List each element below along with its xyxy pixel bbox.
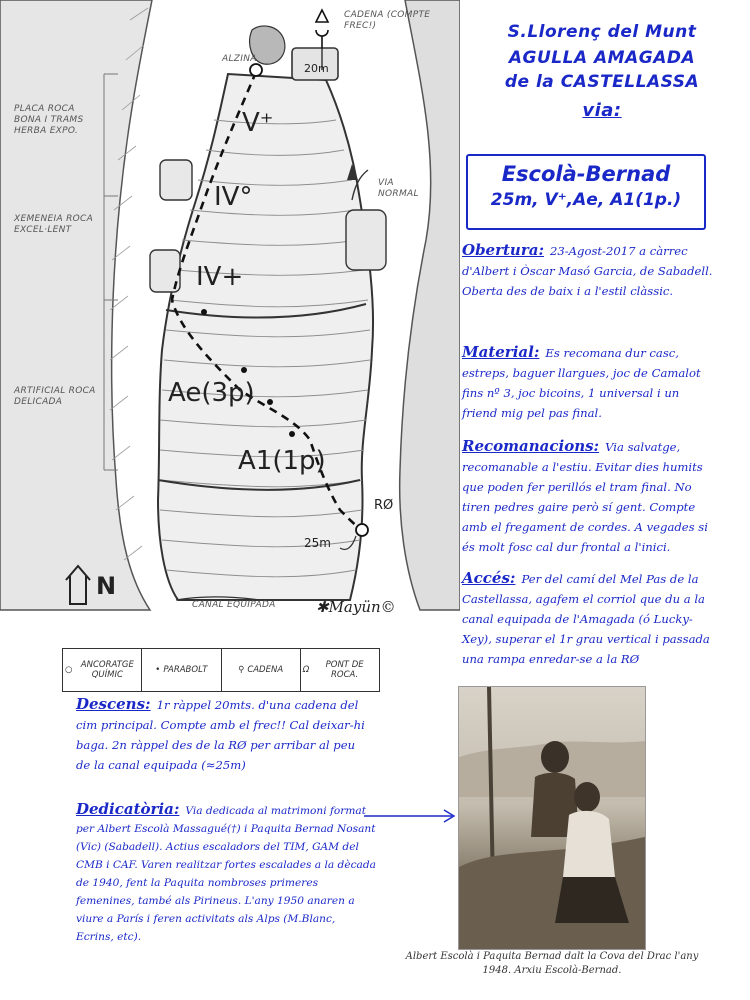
section-obertura (462, 240, 716, 301)
section-material (462, 342, 716, 423)
legend-box (62, 648, 380, 692)
left-wall (0, 0, 152, 610)
photo-illustration (459, 687, 645, 949)
route-name: Escolà-Bernad (501, 162, 671, 186)
legend-label: ANCORATGE QUÍMIC (80, 660, 134, 680)
legend-item-chemical-anchor (63, 649, 142, 691)
section-descens (76, 694, 372, 775)
obertura-body: 23-Agost-2017 a càrrec d'Albert i Òscar Masó Garcia, de Sabadell. Oberta des de baix i a l'estil clàssic. (462, 244, 713, 298)
acces-body: Per del camí del Mel Pas de la Castellassa, agafem el corriol que du a la canal equipada de l'Amagada (ó Lucky-Xey), superar el 1r grau vertical i passada una rampa enredar-se a la RØ (462, 572, 710, 666)
bolt-dot (267, 399, 273, 405)
material-heading: Material: (462, 343, 540, 361)
material-body: Es recomana dur casc, estreps, baguer llargues, joc de Camalot fins nº 3, joc bicoins, 1 universal i un friend mig pel pas final. (462, 346, 701, 420)
grade-pitch-2: IV° (214, 182, 253, 212)
omega-icon: Ω (302, 665, 310, 675)
right-wall (400, 0, 460, 610)
cadena-label: CADENA (COMPTE FREC!) (344, 10, 431, 31)
legend-label: PONT DE ROCA. (325, 660, 364, 680)
route-summary: 25m, V⁺,Ae, A1(1p.) (490, 190, 682, 210)
alzina-label: ALZINA (222, 54, 257, 64)
author-signature: ✱Mayün© (316, 598, 396, 616)
obertura-heading: Obertura: (462, 241, 544, 259)
bolt-dot (201, 309, 207, 315)
chain-icon: ⚲ (238, 665, 245, 675)
legend-item-parabolt (142, 649, 221, 691)
twenty-m-label: 20m (304, 62, 329, 75)
dot-icon: • (155, 665, 161, 675)
grade-pitch-4: Ae(3p) (168, 378, 255, 408)
section-dedicatoria (76, 800, 376, 946)
chain-icon (316, 10, 328, 48)
legend-item-pont-de-roca (301, 649, 379, 691)
dedicatoria-body: Via dedicada al matrimoni format per Albert Escolà Massagué(†) i Paquita Bernad Nosant (Vic) (Sabadell). Actius escaladors del TIM, GAM del CMB i CAF. Varen realitzar fortes escalades a la dècada de 1940, fent la Paquita nombroses primeres femenines, també als Pirineus. L'any 1950 anaren a viure a París i feren activitats als Alps (M.Blanc, Ecrins, etc). (76, 805, 376, 943)
grade-pitch-1: V⁺ (242, 108, 274, 138)
anchor-icon (250, 64, 262, 76)
header-crag: AGULLA AMAGADA (508, 48, 696, 68)
dedicatoria-heading: Dedicatòria: (76, 800, 180, 818)
section-acces (462, 568, 716, 669)
section-recomanacions (462, 436, 716, 557)
historic-photo (458, 686, 646, 950)
recomanacions-heading: Recomanacions: (462, 437, 600, 455)
header (470, 22, 734, 121)
twenty-five-m-label: 25m (304, 536, 331, 550)
canal-label: CANAL EQUIPADA (192, 600, 276, 610)
legend-item-cadena (222, 649, 301, 691)
left-block (160, 160, 192, 200)
topo-drawing (0, 0, 460, 640)
acces-heading: Accés: (462, 569, 516, 587)
right-block (346, 210, 386, 270)
header-area: de la CASTELLASSA (504, 72, 700, 92)
ring-icon: ○ (65, 665, 73, 675)
bolt-dot (241, 367, 247, 373)
side-label-1: PLACA ROCA BONA I TRAMS HERBA EXPO. (14, 104, 84, 136)
anchor-icon (356, 524, 368, 536)
via-label: via: (582, 100, 622, 121)
grade-pitch-3: IV+ (196, 262, 244, 292)
bolt-dot (289, 431, 295, 437)
legend-label: CADENA (247, 665, 284, 675)
descens-body: 1r ràppel 20mts. d'una cadena del cim principal. Compte amb el frec!! Cal deixar-hi baga. 2n ràppel des de la RØ per arribar al peu de la canal equipada (≈25m) (76, 698, 365, 772)
north-label: N (96, 572, 117, 600)
side-label-3: ARTIFICIAL ROCA DELICADA (14, 386, 96, 407)
pointer-arrow (360, 800, 460, 830)
header-location: S.Llorenç del Munt (507, 22, 697, 42)
ro-label: RØ (374, 498, 394, 513)
recomanacions-body: Via salvatge, recomanable a l'estiu. Evitar dies humits que poden fer perillós el tram final. No tiren pedres gaire però sí gent. Compte amb el fregament de cordes. A vegades si és molt fosc cal dur frontal a l'inici. (462, 440, 708, 554)
side-label-2: XEMENEIA ROCA EXCEL·LENT (14, 214, 94, 235)
descens-heading: Descens: (76, 695, 151, 713)
grade-pitch-5: A1(1p) (238, 446, 326, 476)
via-normal-label: VIA NORMAL (378, 178, 419, 199)
photo-caption: Albert Escolà i Paquita Bernad dalt la Cova del Drac l'any 1948. Arxiu Escolà-Bernad. (405, 951, 699, 976)
legend-label: PARABOLT (163, 665, 208, 675)
route-box (466, 154, 706, 230)
